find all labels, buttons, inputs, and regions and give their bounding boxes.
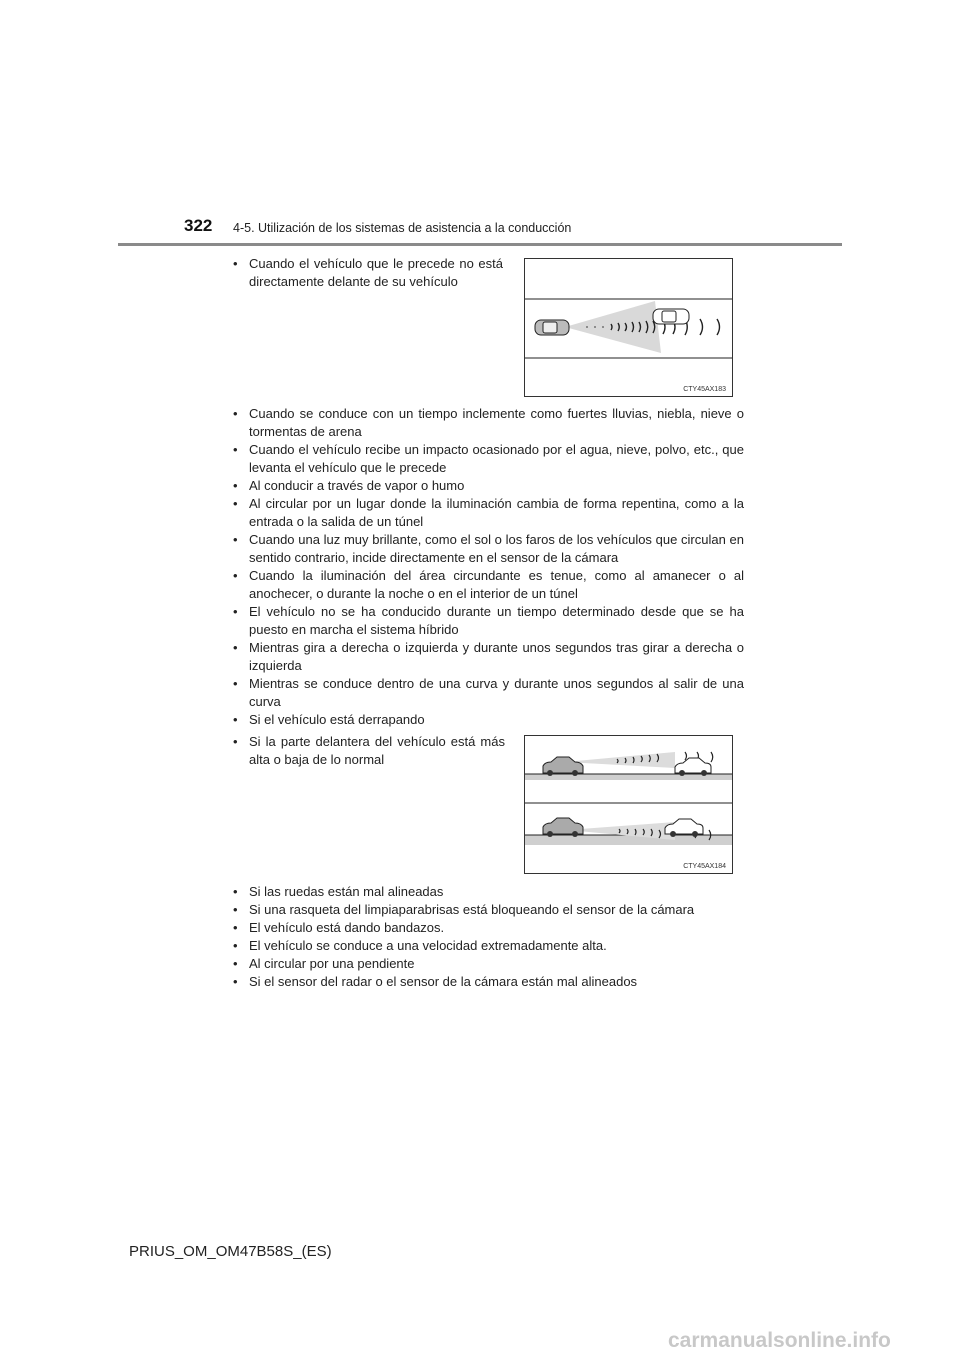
- list-item: • Si las ruedas están mal alineadas: [233, 883, 744, 901]
- list-item: • Si una rasqueta del limpiaparabrisas está bloqueando el sensor de la cámara: [233, 901, 744, 919]
- list-item: • Cuando el vehículo que le precede no está directamente delante de su vehículo: [233, 255, 503, 291]
- list-item: • El vehículo está dando bandazos.: [233, 919, 744, 937]
- watermark: carmanualsonline.info: [668, 1329, 891, 1352]
- bullet-list-b: [233, 405, 744, 729]
- car-radar-offset-icon: [525, 259, 732, 396]
- list-item: • Cuando se conduce con un tiempo inclemente como fuertes lluvias, niebla, nieve o tormentas de arena: [233, 405, 744, 441]
- page-number: 322: [184, 216, 213, 235]
- bullet-list-c: [233, 733, 505, 769]
- list-item: • Cuando una luz muy brillante, como el sol o los faros de los vehículos que circulan en sentido contrario, incide directamente en el sensor de la cámara: [233, 531, 744, 567]
- list-item: • Si el vehículo está derrapando: [233, 711, 744, 729]
- figure-code: CTY45AX184: [683, 863, 726, 870]
- list-item: • Mientras gira a derecha o izquierda y durante unos segundos tras girar a derecha o izquierda: [233, 639, 744, 675]
- document-code: PRIUS_OM_OM47B58S_(ES): [129, 1243, 332, 1260]
- figure-pitched-vehicle: [524, 735, 733, 874]
- list-item: • Al circular por un lugar donde la iluminación cambia de forma repentina, como a la entrada o la salida de un túnel: [233, 495, 744, 531]
- section-title: 4-5. Utilización de los sistemas de asistencia a la conducción: [233, 221, 572, 235]
- list-item: • Si el sensor del radar o el sensor de la cámara están mal alineados: [233, 973, 744, 991]
- list-item: • El vehículo no se ha conducido durante un tiempo determinado desde que se ha puesto en marcha el sistema híbrido: [233, 603, 744, 639]
- car-pitch-icon: [525, 736, 732, 873]
- list-item: • Mientras se conduce dentro de una curva y durante unos segundos al salir de una curva: [233, 675, 744, 711]
- list-item: • Al conducir a través de vapor o humo: [233, 477, 744, 495]
- header-rule: [118, 243, 842, 246]
- list-item: • El vehículo se conduce a una velocidad extremadamente alta.: [233, 937, 744, 955]
- bullet-list-a: [233, 255, 503, 291]
- figure-offset-vehicle: [524, 258, 733, 397]
- list-item: • Cuando la iluminación del área circundante es tenue, como al amanecer o al anochecer, o durante la noche o en el interior de un túnel: [233, 567, 744, 603]
- list-item: • Al circular por una pendiente: [233, 955, 744, 973]
- figure-code: CTY45AX183: [683, 386, 726, 393]
- bullet-list-d: [233, 883, 744, 991]
- list-item: • Si la parte delantera del vehículo está más alta o baja de lo normal: [233, 733, 505, 769]
- list-item: • Cuando el vehículo recibe un impacto ocasionado por el agua, nieve, polvo, etc., que levanta el vehículo que le precede: [233, 441, 744, 477]
